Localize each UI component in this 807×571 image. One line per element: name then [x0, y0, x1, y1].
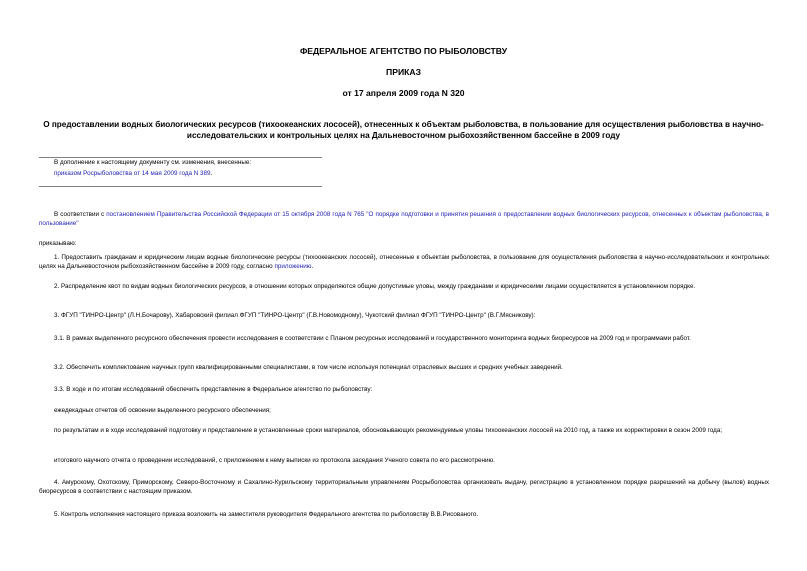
amendment-note: В дополнение к настоящему документу см. изменения, внесенные: [54, 159, 252, 166]
item-3-1: 3.1. В рамках выделенного ресурсного обеспечения провести исследования в соответствии с Планом ресурсных исследований и государственного мониторинга водных биоресурсов на 2009 год и программами работ. [54, 335, 691, 342]
item-5: 5. Контроль исполнения настоящего приказа возложить на заместителя руководителя Федерального агентства по рыболовству В.В.Рисованого. [54, 511, 479, 518]
item-3-3-c: итогового научного отчета о проведении исследований, с приложением к нему выписки из протокола заседания Ученого совета по его рассмотрению. [54, 457, 495, 464]
order-word: приказываю: [39, 240, 77, 247]
government-decree-link[interactable]: постановлением Правительства Российской Федерации от 15 октября 2008 года N 765 "О порядке подготовки и принятия решения о предоставлении водных биологических ресурсов, отнесенных к объектам рыболовства, в пользование" [39, 211, 769, 227]
divider-top [39, 157, 322, 158]
amendment-link-line [54, 170, 212, 178]
appendix-link[interactable]: приложению [274, 263, 312, 270]
amendment-link[interactable]: приказом Росрыболовства от 14 мая 2009 года N 389 [54, 170, 211, 177]
document-type: ПРИКАЗ [386, 67, 421, 77]
item-3-3: 3.3. В ходе и по итогам исследований обеспечить представление в Федеральное агентство по рыболовству: [54, 386, 373, 393]
item-3: 3. ФГУП "ТИНРО-Центр" (Л.Н.Бочарову), Хабаровский филиал ФГУП "ТИНРО-Центр" (Г.В.Новомодному), Чукотский филиал ФГУП "ТИНРО-Центр" (В.Г.Мясникову): [54, 312, 536, 319]
item-3-3-b: по результатам и в ходе исследований подготовку и представление в установленные сроки материалов, обосновывающих рекомендуемые уловы тихоокеанских лососей на 2010 год, а также их корректировки в сезон 2009 года; [54, 427, 723, 434]
item-1-text: 1. Предоставить гражданам и юридическим лицам водные биологические ресурсы (тихоокеанских лососей), отнесенные к объектам рыболовства, в пользование для осуществления рыболовства в научно-исследовательских и контрольных целях на Дальневосточном рыбохозяйственном бассейне в 2009 году, согласно [39, 254, 769, 270]
document-date-number: от 17 апреля 2009 года N 320 [342, 88, 465, 98]
item-1 [39, 253, 769, 271]
item-2: 2. Распределение квот по видам водных биологических ресурсов, в отношении которых определяются общие допустимые уловы, между гражданами и юридическими лицами осуществляется в установленном порядке. [54, 283, 696, 290]
agency-name: ФЕДЕРАЛЬНОЕ АГЕНТСТВО ПО РЫБОЛОВСТВУ [299, 46, 508, 56]
amendment-link-suffix: . [210, 170, 213, 177]
preamble-paragraph [39, 210, 769, 228]
item-4: 4. Амурскому, Охотскому, Приморскому, Северо-Восточному и Сахалино-Курильскому территориальным управлениям Росрыболовства организовать выдачу, регистрацию в установленном порядке разрешений на добычу (вылов) водных биоресурсов в соответствии с настоящим приказом. [39, 479, 769, 495]
item-3-3-a: ежедекадных отчетов об освоении выделенного ресурсного обеспечения; [54, 407, 271, 414]
item-1-suffix: . [311, 263, 314, 270]
item-3-2: 3.2. Обеспечить комплектование научных групп квалифицированными специалистами, в том числе используя потенциал отраслевых высших и средних учебных заведений. [54, 364, 563, 371]
divider-bottom [39, 186, 322, 187]
preamble-text: В соответствии с [54, 211, 107, 218]
document-title: О предоставлении водных биологических ресурсов (тихоокеанских лососей), отнесенных к объектам рыболовства, в пользование для осуществления рыболовства в научно-исследовательских и контрольных целях на Дальневосточном рыбохозяйственном бассейне в 2009 году [43, 120, 764, 140]
